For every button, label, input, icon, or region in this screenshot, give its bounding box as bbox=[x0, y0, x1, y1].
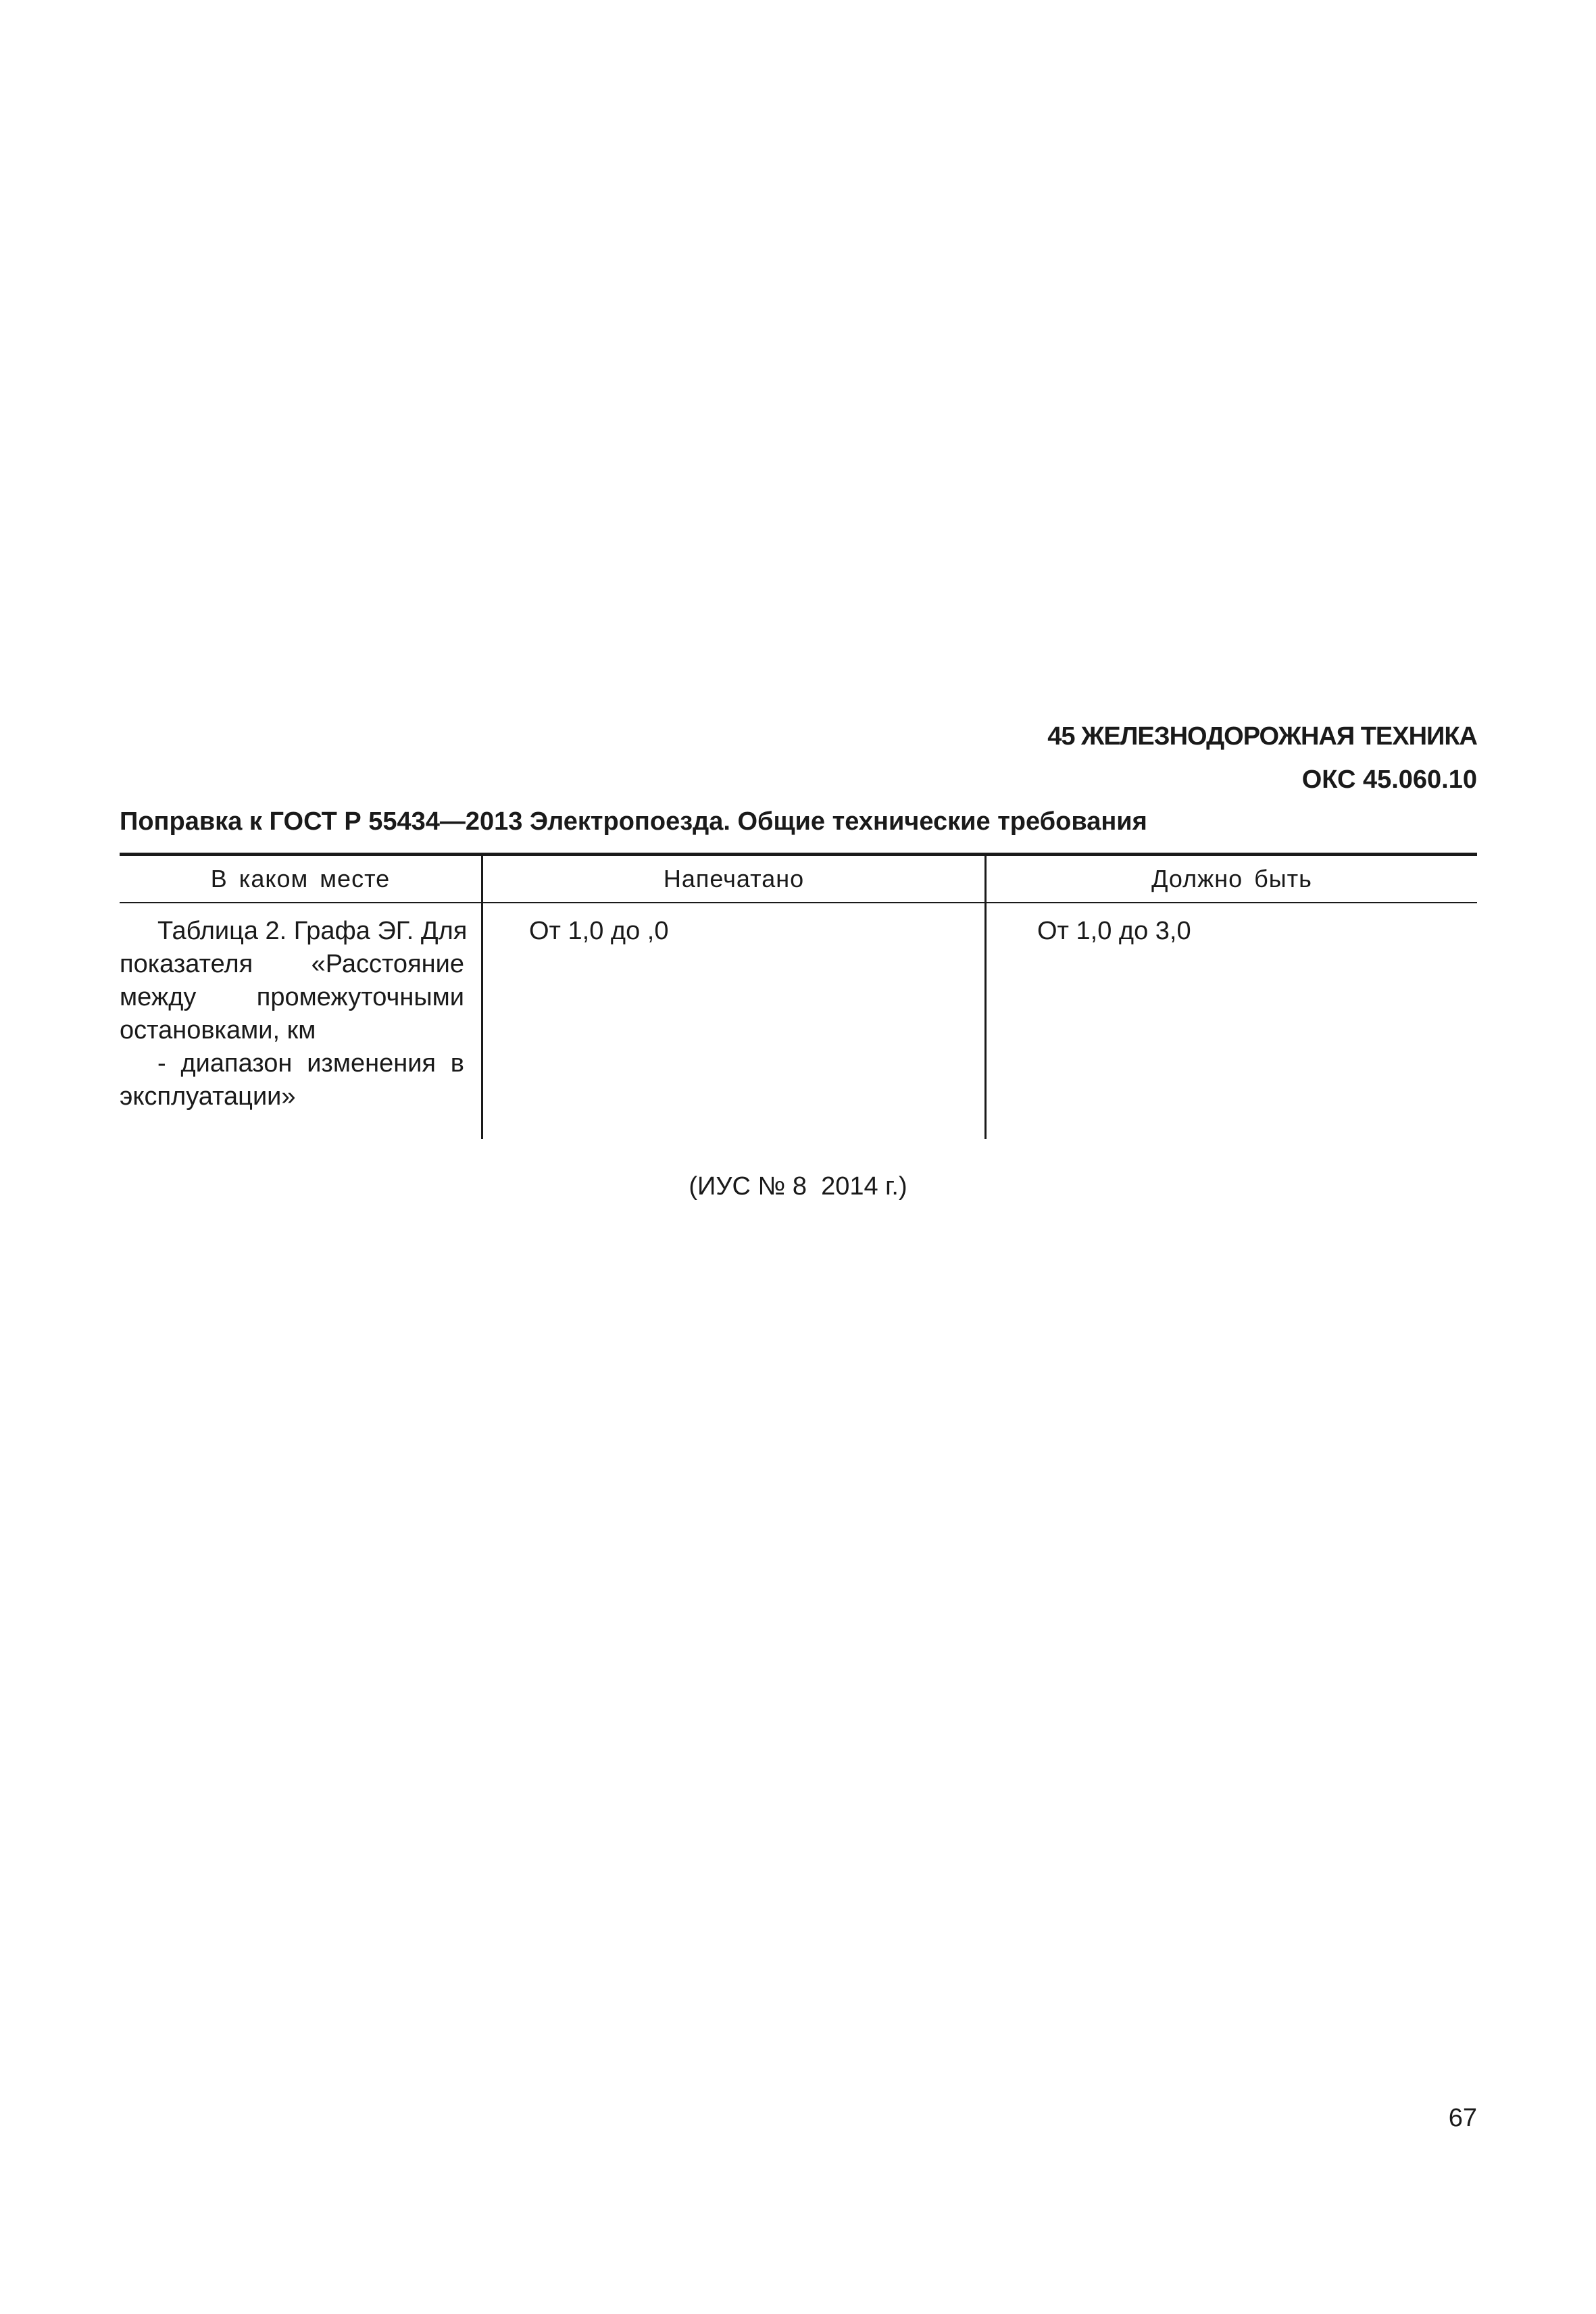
location-line: показателя «Расстояние bbox=[120, 950, 464, 978]
location-line: Таблица 2. Графа ЭГ. Для bbox=[157, 917, 468, 945]
location-line: - диапазон изменения в bbox=[157, 1049, 464, 1078]
column-header-should-be: Должно быть bbox=[1151, 865, 1312, 892]
section-heading: 45 ЖЕЛЕЗНОДОРОЖНАЯ ТЕХНИКА bbox=[1047, 722, 1477, 751]
table-cell-printed: От 1,0 до ,0 bbox=[529, 917, 669, 945]
table-header-rule bbox=[120, 902, 1477, 903]
amendment-table bbox=[120, 853, 1477, 1139]
source-note: (ИУС № 8 2014 г.) bbox=[689, 1172, 907, 1201]
location-line: между промежуточными bbox=[120, 983, 464, 1011]
oks-code: ОКС 45.060.10 bbox=[1301, 765, 1477, 794]
table-cell-location bbox=[120, 915, 468, 1113]
location-line: остановками, км bbox=[120, 1016, 316, 1045]
location-line: эксплуатации» bbox=[120, 1082, 296, 1111]
column-header-printed: Напечатано bbox=[663, 865, 805, 892]
column-header-location: В каком месте bbox=[210, 865, 391, 892]
page-number: 67 bbox=[1448, 2104, 1477, 2132]
table-cell-should-be: От 1,0 до 3,0 bbox=[1037, 917, 1191, 945]
document-title: Поправка к ГОСТ Р 55434—2013 Электропоезда. Общие технические требования bbox=[120, 807, 1147, 836]
